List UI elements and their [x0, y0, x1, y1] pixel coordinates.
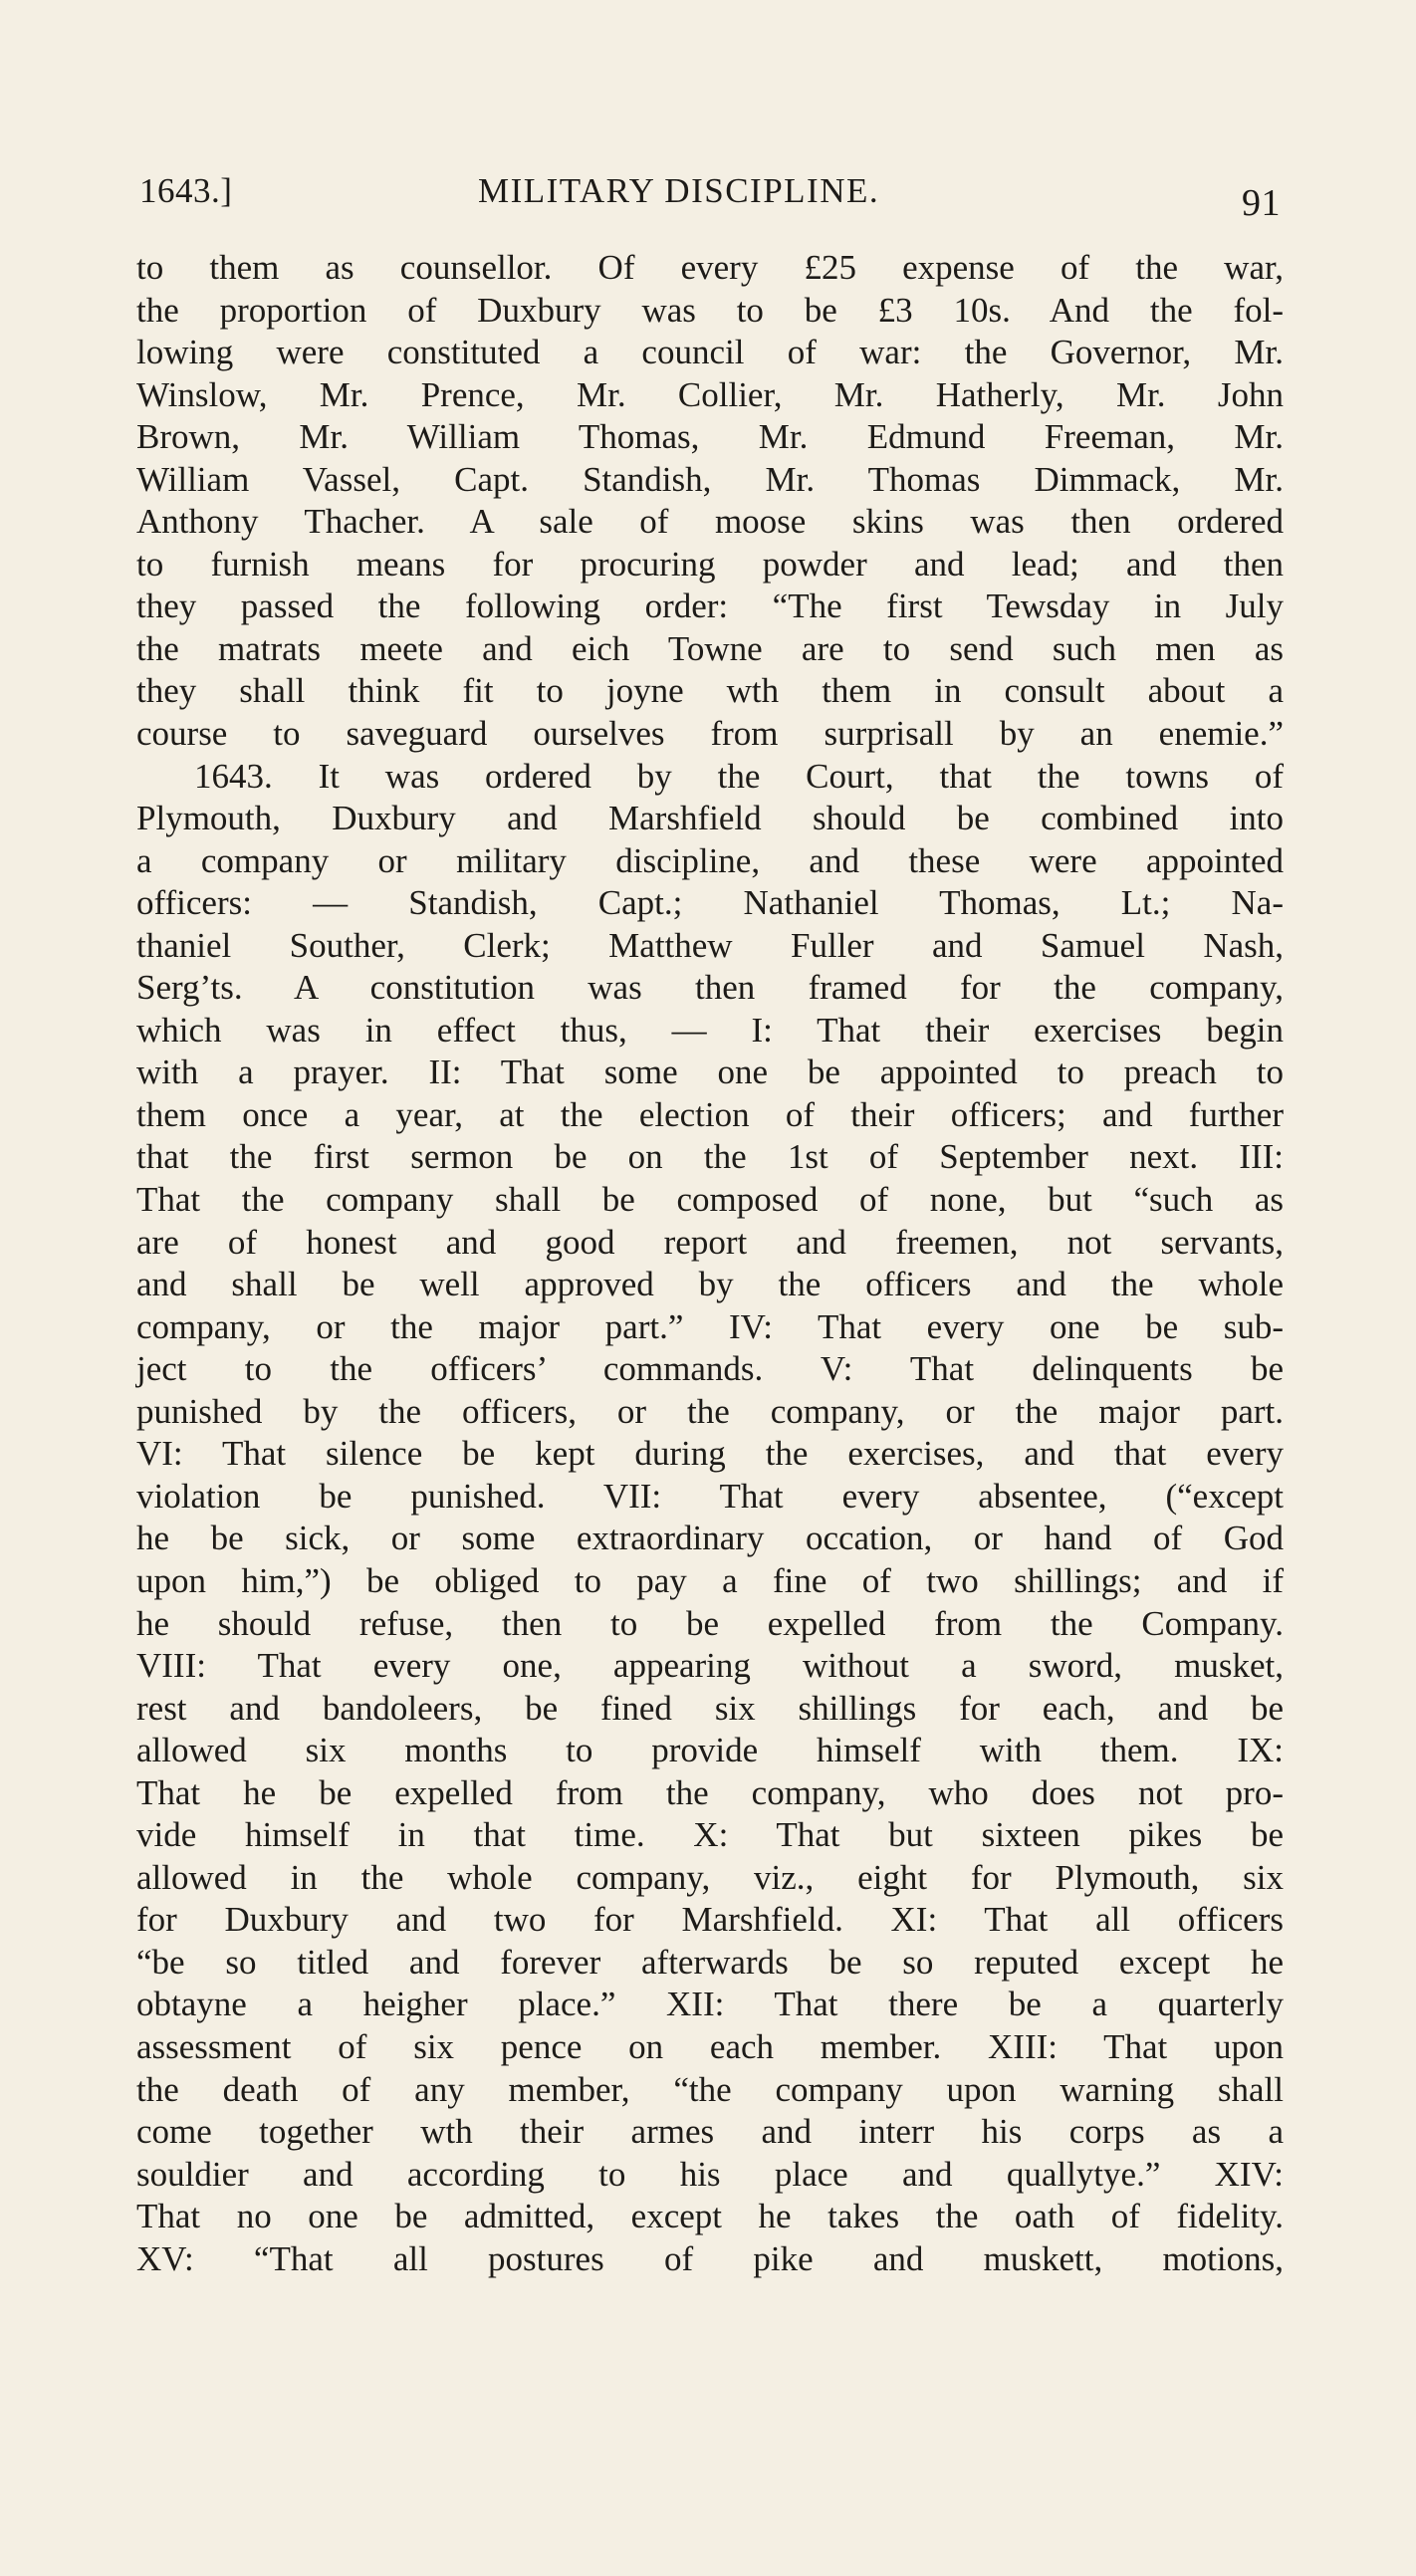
text-line: which was in effect thus, — I: That their exercises begin — [136, 1010, 1284, 1050]
text-line: to furnish means for procuring powder and lead; and then — [136, 544, 1284, 584]
text-line: them once a year, at the election of their officers; and further — [136, 1094, 1284, 1134]
text-line: Serg’ts. A constitution was then framed for the company, — [136, 968, 1284, 1008]
body-text — [136, 247, 1284, 2280]
text-line: with a prayer. II: That some one be appointed to preach to — [136, 1053, 1284, 1092]
text-line: Anthony Thacher. A sale of moose skins was then ordered — [136, 502, 1284, 542]
text-line: officers: — Standish, Capt.; Nathaniel Thomas, Lt.; Na- — [136, 883, 1284, 923]
text-line: thaniel Souther, Clerk; Matthew Fuller and Samuel Nash, — [136, 925, 1284, 965]
text-line: allowed six months to provide himself with them. IX: — [136, 1731, 1284, 1770]
text-line: come together wth their armes and interr his corps as a — [136, 2112, 1284, 2152]
text-line: for Duxbury and two for Marshfield. XI: That all officers — [136, 1900, 1284, 1940]
header-title: MILITARY DISCIPLINE. — [478, 171, 880, 210]
text-line: a company or military discipline, and these were appointed — [136, 840, 1284, 880]
page-number: 91 — [1242, 182, 1281, 224]
text-line: That the company shall be composed of none, but “such as — [136, 1180, 1284, 1220]
text-line: souldier and according to his place and quallytye.” XIV: — [136, 2154, 1284, 2194]
text-line: to them as counsellor. Of every £25 expense of the war, — [136, 248, 1284, 287]
text-line: lowing were constituted a council of war: the Governor, Mr. — [136, 333, 1284, 372]
text-line: obtayne a heigher place.” XII: That there be a quarterly — [136, 1985, 1284, 2024]
text-line: he should refuse, then to be expelled from the Company. — [136, 1603, 1284, 1643]
text-line: violation be punished. VII: That every absentee, (“except — [136, 1476, 1284, 1516]
text-line: vide himself in that time. X: That but sixteen pikes be — [136, 1815, 1284, 1855]
text-line: Brown, Mr. William Thomas, Mr. Edmund Freeman, Mr. — [136, 417, 1284, 457]
text-line: are of honest and good report and freemen, not servants, — [136, 1222, 1284, 1262]
text-line: course to saveguard ourselves from surprisall by an enemie.” — [136, 714, 1284, 754]
text-line: and shall be well approved by the officers and the whole — [136, 1265, 1284, 1304]
text-line: punished by the officers, or the company, or the major part. — [136, 1391, 1284, 1431]
text-line: the death of any member, “the company upon warning shall — [136, 2069, 1284, 2109]
text-line: they passed the following order: “The first Tewsday in July — [136, 586, 1284, 626]
text-line: That he be expelled from the company, who does not pro- — [136, 1772, 1284, 1812]
text-line: Winslow, Mr. Prence, Mr. Collier, Mr. Hatherly, Mr. John — [136, 374, 1284, 414]
text-line: VIII: That every one, appearing without a sword, musket, — [136, 1646, 1284, 1686]
text-line: he be sick, or some extraordinary occation, or hand of God — [136, 1519, 1284, 1558]
text-line: they shall think fit to joyne wth them in consult about a — [136, 671, 1284, 711]
running-head — [139, 165, 1281, 225]
text-line: William Vassel, Capt. Standish, Mr. Thomas Dimmack, Mr. — [136, 459, 1284, 499]
text-line: upon him,”) be obliged to pay a fine of two shillings; and if — [136, 1560, 1284, 1600]
text-line: assessment of six pence on each member. XIII: That upon — [136, 2026, 1284, 2066]
text-line: rest and bandoleers, be fined six shillings for each, and be — [136, 1688, 1284, 1728]
text-line: 1643. It was ordered by the Court, that the towns of — [194, 756, 1284, 796]
text-line: ject to the officers’ commands. V: That delinquents be — [136, 1349, 1284, 1389]
text-line: that the first sermon be on the 1st of September next. III: — [136, 1137, 1284, 1177]
text-line: “be so titled and forever afterwards be so reputed except he — [136, 1942, 1284, 1982]
header-year: 1643.] — [139, 171, 233, 210]
text-line: the matrats meete and eich Towne are to send such men as — [136, 628, 1284, 668]
text-line: Plymouth, Duxbury and Marshfield should be combined into — [136, 799, 1284, 838]
text-line: VI: That silence be kept during the exercises, and that every — [136, 1434, 1284, 1474]
text-line: That no one be admitted, except he takes the oath of fidelity. — [136, 2197, 1284, 2236]
text-line: allowed in the whole company, viz., eight for Plymouth, six — [136, 1857, 1284, 1897]
text-line: XV: “That all postures of pike and muskett, motions, — [136, 2238, 1284, 2278]
text-line: company, or the major part.” IV: That every one be sub- — [136, 1306, 1284, 1346]
text-line: the proportion of Duxbury was to be £3 10s. And the fol- — [136, 290, 1284, 330]
